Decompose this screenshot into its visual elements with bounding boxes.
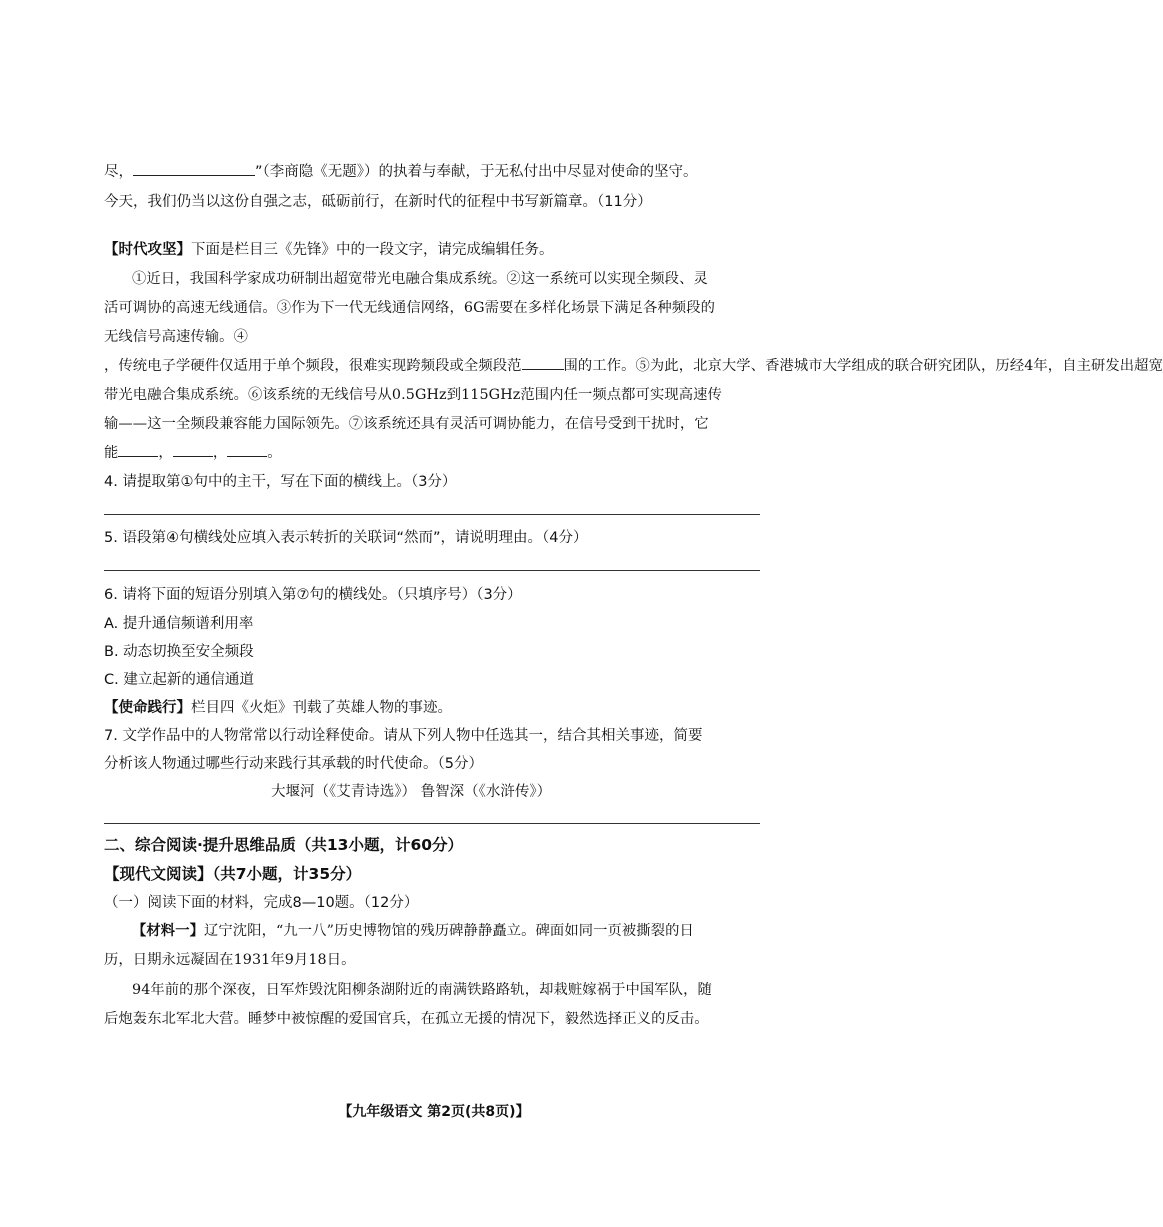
material-1-line-1 [132, 920, 694, 940]
passage-line-4 [104, 355, 1163, 375]
passage-comma: ， [158, 445, 173, 461]
intro-line-1 [104, 160, 698, 181]
q6-option-b: B. 动态切换至安全频段 [104, 644, 254, 660]
passage-line-7 [104, 442, 282, 462]
intro-line-1-end: ”（李商隐《无题》）的执着与奉献，于无私付出中尽显对使命的坚守。 [255, 164, 698, 180]
q6-option-a: A. 提升通信频谱利用率 [104, 616, 254, 632]
section-mission-bracket: 【使命践行】 [104, 700, 191, 716]
passage-period: 。 [267, 445, 282, 461]
question-7-choices: 大堰河（《艾青诗选》） 鲁智深（《水浒传》） [271, 784, 552, 800]
question-6: 6. 请将下面的短语分别填入第⑦句的横线处。（只填序号）（3分） [104, 587, 522, 603]
material-1-line-2: 历，日期永远凝固在1931年9月18日。 [104, 952, 356, 968]
part-2-heading: 二、综合阅读·提升思维品质（共13小题，计60分） [104, 836, 464, 854]
answer-line-q7[interactable] [104, 823, 760, 824]
q6-option-c: C. 建立起新的通信通道 [104, 672, 254, 688]
modern-reading-heading: 【现代文阅读】（共7小题，计35分） [104, 865, 362, 883]
question-4: 4. 请提取第①句中的主干，写在下面的横线上。（3分） [104, 474, 457, 490]
page-footer: 【九年级语文 第2页(共8页)】 [338, 1104, 530, 1120]
fill-blank[interactable] [227, 442, 267, 457]
fill-blank[interactable] [118, 442, 158, 457]
passage-comma: ， [212, 445, 228, 461]
question-7-line-2: 分析该人物通过哪些行动来践行其承载的时代使命。（5分） [104, 756, 483, 772]
section-era-bracket: 【时代攻坚】 [104, 242, 191, 258]
material-1-line-3: 94年前的那个深夜，日军炸毁沈阳柳条湖附近的南满铁路路轨，却栽赃嫁祸于中国军队，随 [132, 982, 712, 998]
fill-blank[interactable] [133, 161, 255, 176]
intro-line-1-start: 尽， [104, 164, 133, 180]
passage-line-7-start: 能 [104, 445, 119, 461]
section-era-heading [104, 238, 554, 259]
material-1-text: 辽宁沈阳，“九一八”历史博物馆的残历碑静静矗立。碑面如同一页被撕裂的日 [203, 923, 694, 939]
section-era-text: 下面是栏目三《先锋》中的一段文字，请完成编辑任务。 [191, 242, 554, 258]
passage-line-4-start: ，传统电子学硬件仅适用于单个频段，很难实现跨频段或全频段范 [104, 358, 522, 374]
material-1-label: 【材料一】 [132, 923, 204, 939]
passage-line-4-end: 围的工作。⑤为此，北京大学、香港城市大学组成的联合研究团队，历经4年，自主研发出超宽 [563, 358, 1163, 374]
answer-line-q4[interactable] [104, 514, 760, 515]
passage-line-3: 无线信号高速传输。④ [104, 329, 248, 345]
reading-section-1-heading: （一）阅读下面的材料，完成8—10题。（12分） [104, 895, 419, 911]
section-mission-text: 栏目四《火炬》刊载了英雄人物的事迹。 [191, 700, 452, 716]
question-7-line-1: 7. 文学作品中的人物常常以行动诠释使命。请从下列人物中任选其一，结合其相关事迹，简要 [104, 728, 703, 744]
passage-line-2: 活可调协的高速无线通信。③作为下一代无线通信网络，6G需要在多样化场景下满足各种频段的 [104, 300, 715, 316]
material-1-line-4: 后炮轰东北军北大营。睡梦中被惊醒的爱国官兵，在孤立无援的情况下，毅然选择正义的反击。 [104, 1011, 709, 1027]
answer-line-q5[interactable] [104, 570, 760, 571]
section-mission-heading [104, 696, 452, 717]
fill-blank[interactable] [522, 355, 564, 370]
fill-blank[interactable] [173, 442, 213, 457]
passage-line-6: 输——这一全频段兼容能力国际领先。⑦该系统还具有灵活可调协能力，在信号受到干扰时，它 [104, 416, 709, 432]
intro-line-2: 今天，我们仍当以这份自强之志，砥砺前行，在新时代的征程中书写新篇章。（11分） [104, 194, 652, 210]
passage-line-5: 带光电融合集成系统。⑥该系统的无线信号从0.5GHz到115GHz范围内任一频点都可实现高速传 [104, 387, 722, 403]
question-5: 5. 语段第④句横线处应填入表示转折的关联词“然而”，请说明理由。（4分） [104, 530, 588, 546]
passage-line-1: ①近日，我国科学家成功研制出超宽带光电融合集成系统。②这一系统可以实现全频段、灵 [132, 271, 708, 287]
